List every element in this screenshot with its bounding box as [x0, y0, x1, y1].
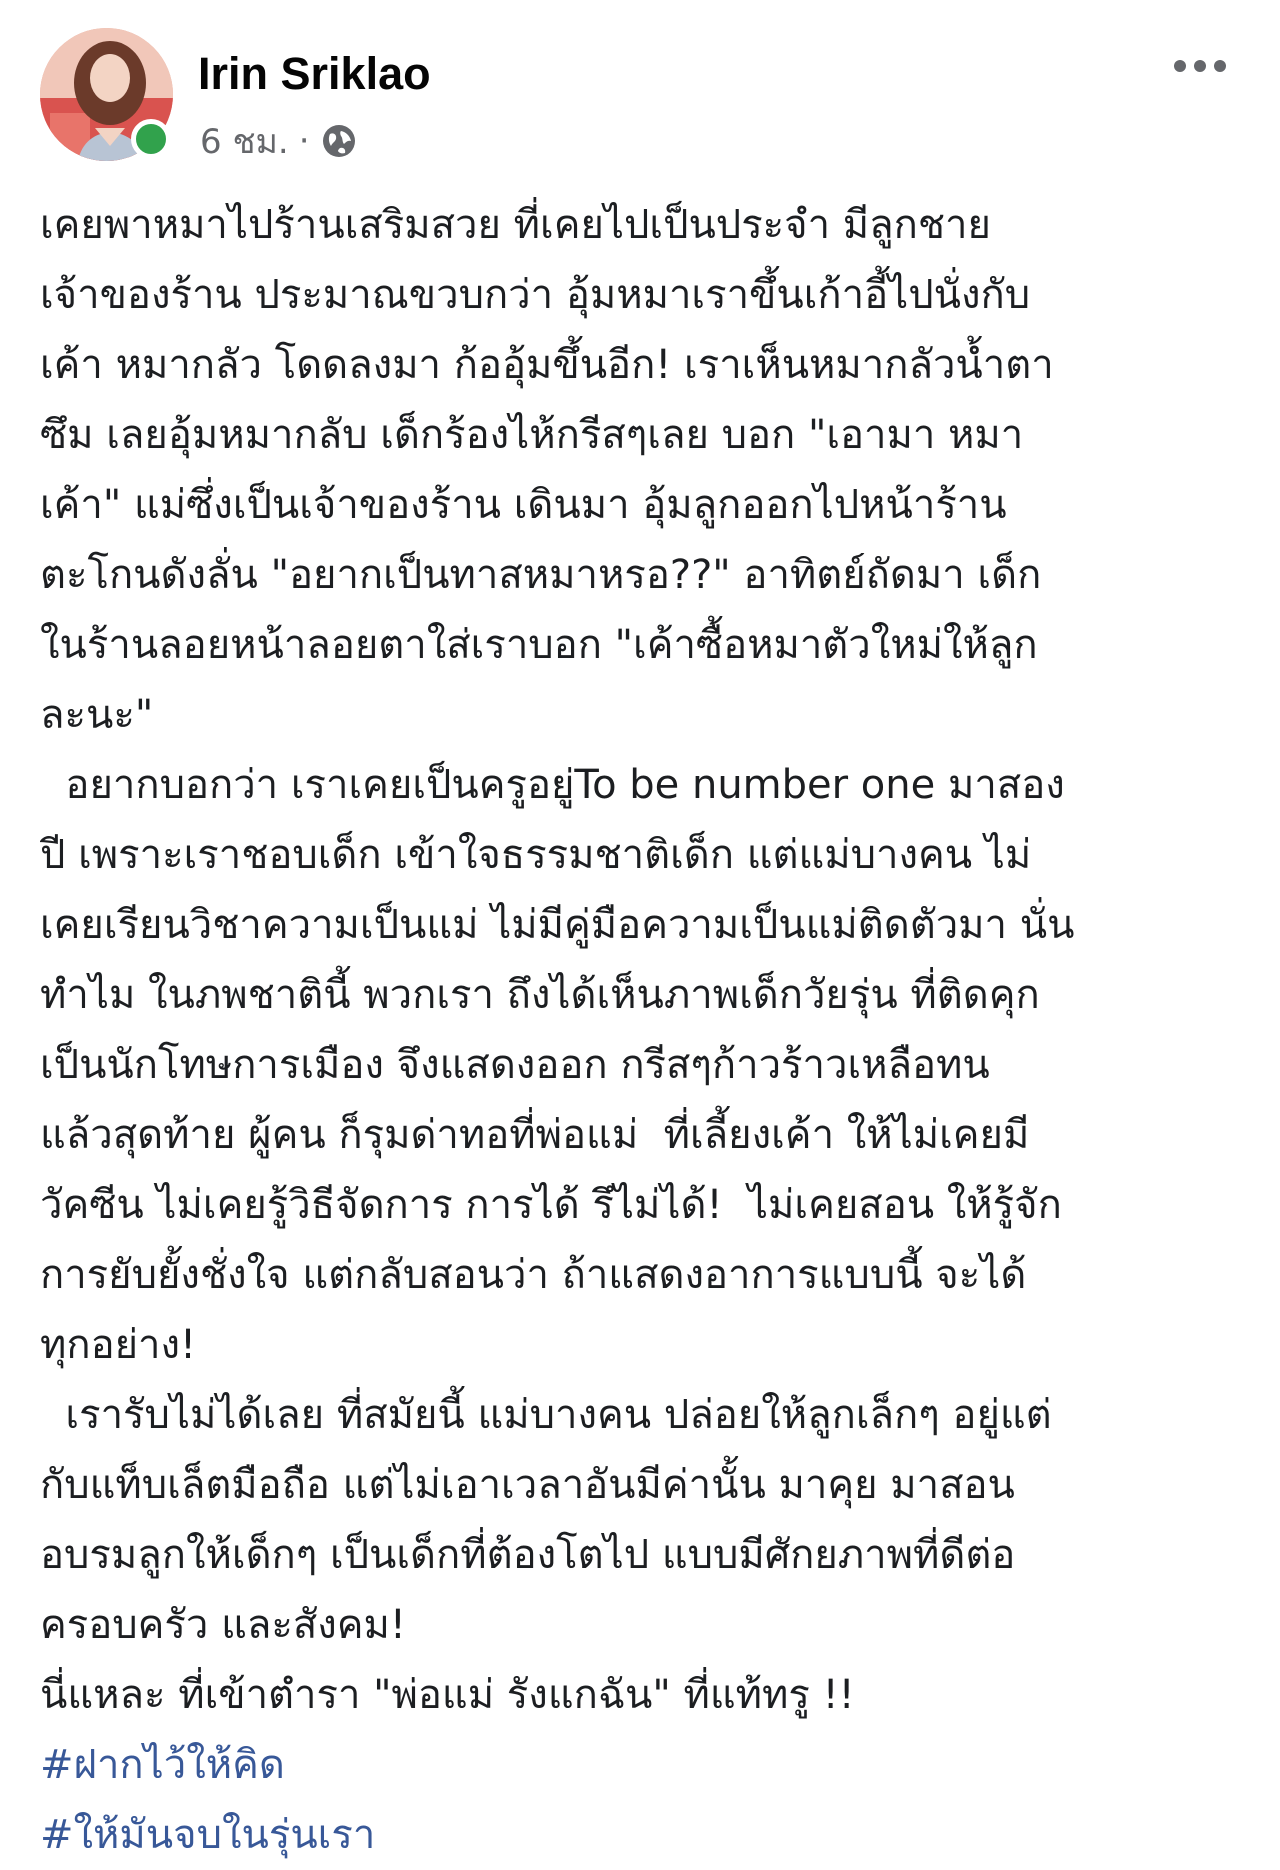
- post-text-line: เค้า" แม่ซึ่งเป็นเจ้าของร้าน เดินมา อุ้มลูกออกไปหน้าร้าน: [40, 482, 1007, 528]
- hashtag-link[interactable]: #ฝากไว้ให้คิด: [40, 1742, 285, 1788]
- post-text-line: เคยพาหมาไปร้านเสริมสวย ที่เคยไปเป็นประจำ มีลูกชาย: [40, 202, 991, 248]
- post-text-line: อยากบอกว่า เราเคยเป็นครูอยู่To be number one มาสอง: [40, 762, 1065, 808]
- post-text-line: เคยเรียนวิชาความเป็นแม่ ไม่มีคู่มือความเป็นแม่ติดตัวมา นั่น: [40, 902, 1075, 948]
- globe-icon[interactable]: [320, 122, 358, 160]
- author-name[interactable]: Irin Sriklao: [198, 48, 431, 99]
- more-horizontal-icon: [1194, 60, 1206, 72]
- post-text-line: วัคซีน ไม่เคยรู้วิธีจัดการ การได้ รึไม่ได้! ไม่เคยสอน ให้รู้จัก: [40, 1182, 1062, 1228]
- post-text-line: กับแท็บเล็ตมือถือ แต่ไม่เอาเวลาอันมีค่านั้น มาคุย มาสอน: [40, 1462, 1015, 1508]
- post-text-line: นี่แหละ ที่เข้าตำรา "พ่อแม่ รังแกฉัน" ที่แท้ทรู !!: [40, 1672, 855, 1718]
- online-status-icon: [131, 119, 171, 159]
- post-text-line: แล้วสุดท้าย ผู้คน ก็รุมด่าทอที่พ่อแม่ ที่เลี้ยงเค้า ให้ไม่เคยมี: [40, 1112, 1030, 1158]
- more-horizontal-icon: [1174, 60, 1186, 72]
- post-text-line: ทำไม ในภพชาตินี้ พวกเรา ถึงได้เห็นภาพเด็กวัยรุ่น ที่ติดคุก: [40, 972, 1040, 1018]
- more-horizontal-icon: [1214, 60, 1226, 72]
- post-text-line: ในร้านลอยหน้าลอยตาใส่เราบอก "เค้าซื้อหมาตัวใหม่ให้ลูก: [40, 622, 1038, 668]
- post-text-line: อบรมลูกให้เด็กๆ เป็นเด็กที่ต้องโตไป แบบมีศักยภาพที่ดีต่อ: [40, 1532, 1016, 1578]
- post-text-line: เรารับไม่ได้เลย ที่สมัยนี้ แม่บางคน ปล่อยให้ลูกเล็กๆ อยู่แต่: [40, 1392, 1052, 1438]
- post-timestamp[interactable]: 6 ชม.: [200, 122, 289, 162]
- post-text-line: ซึม เลยอุ้มหมากลับ เด็กร้องไห้กรีสๆเลย บอก "เอามา หมา: [40, 412, 1024, 458]
- post-text-line: เจ้าของร้าน ประมาณขวบกว่า อุ้มหมาเราขึ้นเก้าอี้ไปนั่งกับ: [40, 272, 1031, 318]
- post-text-line: ละนะ": [40, 692, 154, 738]
- hashtag-link[interactable]: #ให้มันจบในรุ่นเรา: [40, 1812, 376, 1858]
- post-text-line: ทุกอย่าง!: [40, 1322, 197, 1368]
- post-text-line: เป็นนักโทษการเมือง จึงแสดงออก กรีสๆก้าวร้าวเหลือทน: [40, 1042, 990, 1088]
- post-header: [40, 20, 1240, 170]
- more-options-button[interactable]: [1160, 46, 1240, 86]
- post-text-line: ปี เพราะเราชอบเด็ก เข้าใจธรรมชาติเด็ก แต่แม่บางคน ไม่: [40, 832, 1032, 878]
- post-meta: [200, 116, 358, 166]
- post-body: [40, 190, 1250, 1870]
- post-text-line: ตะโกนดังลั่น "อยากเป็นทาสหมาหรอ??" อาทิตย์ถัดมา เด็ก: [40, 552, 1042, 598]
- post-text-line: เค้า หมากลัว โดดลงมา ก้ออุ้มขึ้นอีก! เราเห็นหมากลัวน้ำตา: [40, 342, 1054, 388]
- post-text-line: การยับยั้งชั่งใจ แต่กลับสอนว่า ถ้าแสดงอาการแบบนี้ จะได้: [40, 1252, 1027, 1298]
- author-avatar[interactable]: [40, 28, 173, 161]
- meta-separator: ·: [298, 121, 310, 161]
- post-text-line: ครอบครัว และสังคม!: [40, 1602, 406, 1648]
